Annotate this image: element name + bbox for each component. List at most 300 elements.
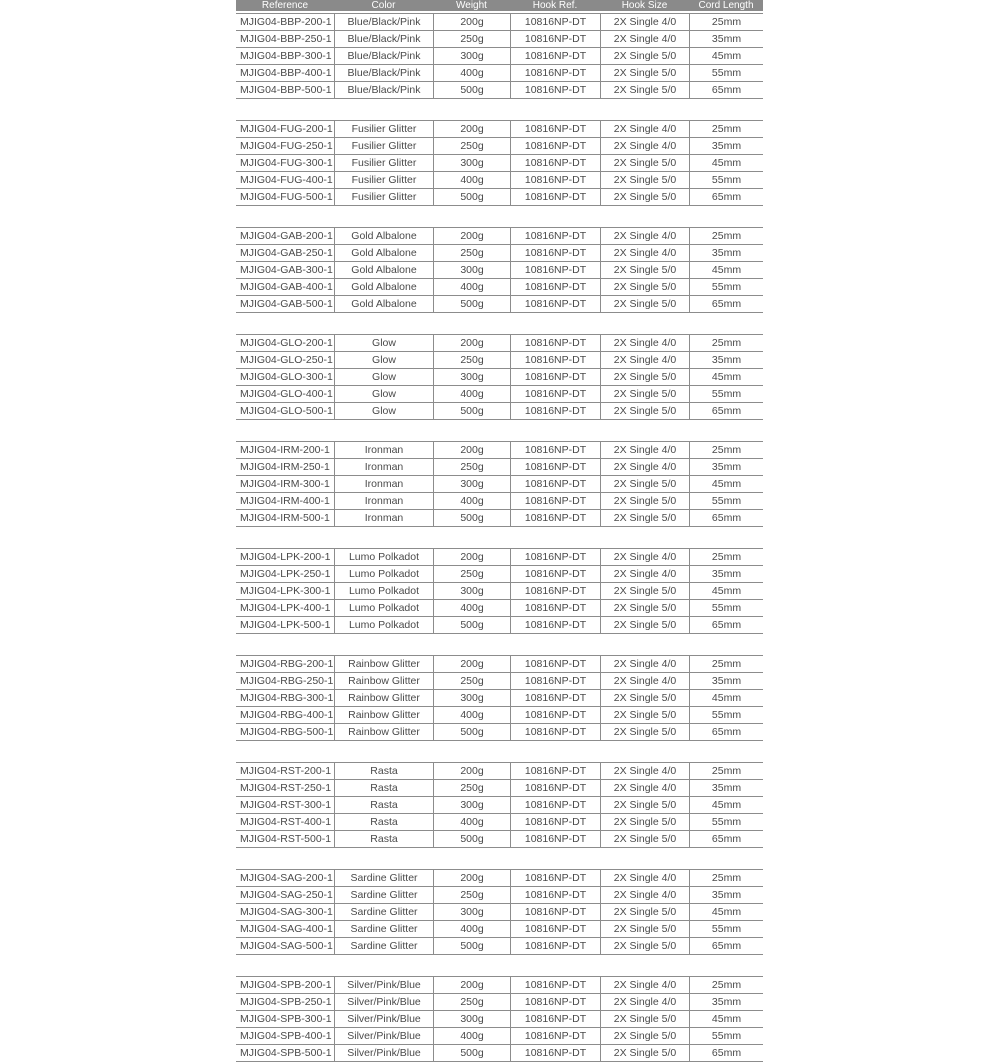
color-cell: Gold Albalone [334,245,433,261]
weight-cell: 400g [433,707,510,723]
cord-length-cell: 25mm [689,228,763,244]
reference-cell: MJIG04-FUG-250-1 [240,140,333,152]
table-row [236,138,763,155]
hook-ref-cell: 10816NP-DT [510,279,600,295]
color-cell: Gold Albalone [334,296,433,312]
color-cell: Glow [334,335,433,351]
color-cell: Fusilier Glitter [334,189,433,205]
color-cell: Lumo Polkadot [334,600,433,616]
table-row [236,549,763,566]
table-row [236,476,763,493]
row-group [236,527,763,634]
hook-ref-cell: 10816NP-DT [510,403,600,419]
table-row [236,510,763,527]
weight-cell: 400g [433,172,510,188]
cord-length-cell: 35mm [689,31,763,47]
color-cell: Sardine Glitter [334,904,433,920]
reference-cell: MJIG04-SAG-300-1 [240,906,333,918]
hook-size-cell: 2X Single 5/0 [600,583,689,599]
reference-cell: MJIG04-IRM-250-1 [240,461,330,473]
hook-ref-cell: 10816NP-DT [510,994,600,1010]
weight-cell: 250g [433,245,510,261]
group-spacer [236,955,763,974]
group-spacer [236,206,763,225]
reference-cell: MJIG04-BBP-250-1 [240,33,332,45]
row-group [236,848,763,955]
hook-size-cell: 2X Single 5/0 [600,279,689,295]
cord-length-cell: 25mm [689,121,763,137]
reference-cell: MJIG04-SAG-200-1 [240,872,333,884]
hook-size-cell: 2X Single 5/0 [600,155,689,171]
table-row [236,14,763,31]
header-cord-length: Cord Length [698,0,754,11]
row-group [236,420,763,527]
hook-ref-cell: 10816NP-DT [510,82,600,98]
table-row [236,262,763,279]
hook-ref-cell: 10816NP-DT [510,583,600,599]
table-row [236,1028,763,1045]
table-row [236,82,763,99]
hook-ref-cell: 10816NP-DT [510,763,600,779]
reference-cell: MJIG04-GAB-500-1 [240,298,333,310]
reference-cell: MJIG04-IRM-300-1 [240,478,330,490]
weight-cell: 300g [433,262,510,278]
cord-length-cell: 65mm [689,403,763,419]
hook-size-cell: 2X Single 4/0 [600,977,689,993]
weight-cell: 400g [433,921,510,937]
hook-size-cell: 2X Single 4/0 [600,31,689,47]
cord-length-cell: 45mm [689,1011,763,1027]
hook-size-cell: 2X Single 5/0 [600,1028,689,1044]
cord-length-cell: 55mm [689,1028,763,1044]
hook-size-cell: 2X Single 4/0 [600,780,689,796]
weight-cell: 250g [433,566,510,582]
table-row [236,763,763,780]
weight-cell: 250g [433,673,510,689]
table-row [236,583,763,600]
reference-cell: MJIG04-GAB-300-1 [240,264,333,276]
hook-ref-cell: 10816NP-DT [510,921,600,937]
hook-ref-cell: 10816NP-DT [510,887,600,903]
weight-cell: 400g [433,386,510,402]
row-group [236,955,763,1062]
cord-length-cell: 35mm [689,138,763,154]
reference-cell: MJIG04-BBP-300-1 [240,50,332,62]
color-cell: Ironman [334,459,433,475]
hook-size-cell: 2X Single 5/0 [600,724,689,740]
cord-length-cell: 65mm [689,510,763,526]
reference-cell: MJIG04-SPB-400-1 [240,1030,332,1042]
cord-length-cell: 25mm [689,335,763,351]
hook-size-cell: 2X Single 5/0 [600,48,689,64]
color-cell: Glow [334,352,433,368]
color-cell: Ironman [334,442,433,458]
row-group [236,741,763,848]
color-cell: Rainbow Glitter [334,690,433,706]
hook-ref-cell: 10816NP-DT [510,369,600,385]
hook-size-cell: 2X Single 4/0 [600,14,689,30]
reference-cell: MJIG04-BBP-200-1 [240,16,332,28]
cord-length-cell: 35mm [689,673,763,689]
color-cell: Gold Albalone [334,228,433,244]
table-row [236,673,763,690]
group-spacer [236,634,763,653]
hook-size-cell: 2X Single 4/0 [600,763,689,779]
table-row [236,493,763,510]
reference-cell: MJIG04-RST-250-1 [240,782,332,794]
cord-length-cell: 35mm [689,780,763,796]
cord-length-cell: 65mm [689,1045,763,1061]
reference-cell: MJIG04-RBG-250-1 [240,675,334,687]
hook-size-cell: 2X Single 5/0 [600,493,689,509]
hook-size-cell: 2X Single 5/0 [600,1011,689,1027]
table-row [236,442,763,459]
table-row [236,296,763,313]
hook-size-cell: 2X Single 5/0 [600,690,689,706]
hook-ref-cell: 10816NP-DT [510,1011,600,1027]
color-cell: Fusilier Glitter [334,172,433,188]
table-row [236,870,763,887]
hook-ref-cell: 10816NP-DT [510,493,600,509]
hook-ref-cell: 10816NP-DT [510,814,600,830]
hook-size-cell: 2X Single 4/0 [600,352,689,368]
hook-size-cell: 2X Single 4/0 [600,887,689,903]
hook-ref-cell: 10816NP-DT [510,549,600,565]
color-cell: Ironman [334,476,433,492]
hook-size-cell: 2X Single 5/0 [600,600,689,616]
table-row [236,814,763,831]
reference-cell: MJIG04-GAB-200-1 [240,230,333,242]
reference-cell: MJIG04-SPB-200-1 [240,979,332,991]
cord-length-cell: 35mm [689,352,763,368]
hook-ref-cell: 10816NP-DT [510,831,600,847]
hook-size-cell: 2X Single 4/0 [600,656,689,672]
hook-size-cell: 2X Single 4/0 [600,245,689,261]
hook-ref-cell: 10816NP-DT [510,600,600,616]
hook-size-cell: 2X Single 5/0 [600,831,689,847]
reference-cell: MJIG04-RST-200-1 [240,765,332,777]
cord-length-cell: 45mm [689,155,763,171]
cord-length-cell: 45mm [689,690,763,706]
color-cell: Rasta [334,814,433,830]
group-spacer [236,420,763,439]
cord-length-cell: 45mm [689,48,763,64]
header-hook-ref: Hook Ref. [532,0,578,11]
hook-size-cell: 2X Single 5/0 [600,189,689,205]
table-row [236,656,763,673]
weight-cell: 500g [433,510,510,526]
hook-size-cell: 2X Single 4/0 [600,228,689,244]
hook-size-cell: 2X Single 4/0 [600,459,689,475]
cord-length-cell: 25mm [689,870,763,886]
group-spacer [236,99,763,118]
weight-cell: 250g [433,887,510,903]
hook-ref-cell: 10816NP-DT [510,904,600,920]
hook-size-cell: 2X Single 5/0 [600,617,689,633]
table-row [236,352,763,369]
reference-cell: MJIG04-IRM-400-1 [240,495,330,507]
color-cell: Ironman [334,493,433,509]
table-row [236,245,763,262]
reference-cell: MJIG04-FUG-200-1 [240,123,333,135]
reference-cell: MJIG04-GLO-500-1 [240,405,333,417]
cord-length-cell: 55mm [689,600,763,616]
hook-ref-cell: 10816NP-DT [510,335,600,351]
weight-cell: 300g [433,369,510,385]
cord-length-cell: 45mm [689,262,763,278]
reference-cell: MJIG04-RBG-500-1 [240,726,334,738]
hook-ref-cell: 10816NP-DT [510,656,600,672]
reference-cell: MJIG04-RBG-200-1 [240,658,334,670]
group-spacer [236,741,763,760]
weight-cell: 200g [433,228,510,244]
reference-cell: MJIG04-LPK-200-1 [240,551,331,563]
color-cell: Blue/Black/Pink [334,31,433,47]
hook-ref-cell: 10816NP-DT [510,296,600,312]
hook-size-cell: 2X Single 5/0 [600,296,689,312]
cord-length-cell: 55mm [689,172,763,188]
table-row [236,780,763,797]
row-group [236,11,763,99]
reference-cell: MJIG04-FUG-300-1 [240,157,333,169]
table-row [236,121,763,138]
color-cell: Lumo Polkadot [334,583,433,599]
row-group [236,206,763,313]
hook-ref-cell: 10816NP-DT [510,245,600,261]
hook-ref-cell: 10816NP-DT [510,352,600,368]
weight-cell: 400g [433,1028,510,1044]
cord-length-cell: 35mm [689,994,763,1010]
hook-ref-cell: 10816NP-DT [510,121,600,137]
hook-ref-cell: 10816NP-DT [510,617,600,633]
table-row [236,172,763,189]
hook-ref-cell: 10816NP-DT [510,690,600,706]
weight-cell: 500g [433,724,510,740]
reference-cell: MJIG04-GLO-300-1 [240,371,333,383]
reference-cell: MJIG04-SPB-250-1 [240,996,332,1008]
hook-ref-cell: 10816NP-DT [510,938,600,954]
reference-cell: MJIG04-GAB-250-1 [240,247,333,259]
hook-size-cell: 2X Single 4/0 [600,121,689,137]
color-cell: Lumo Polkadot [334,566,433,582]
cord-length-cell: 55mm [689,386,763,402]
reference-cell: MJIG04-GAB-400-1 [240,281,333,293]
color-cell: Silver/Pink/Blue [334,977,433,993]
color-cell: Blue/Black/Pink [334,65,433,81]
table-row [236,279,763,296]
color-cell: Rainbow Glitter [334,656,433,672]
color-cell: Rainbow Glitter [334,673,433,689]
color-cell: Rainbow Glitter [334,707,433,723]
hook-size-cell: 2X Single 5/0 [600,262,689,278]
color-cell: Sardine Glitter [334,887,433,903]
table-header [236,0,763,11]
table-row [236,690,763,707]
weight-cell: 500g [433,617,510,633]
hook-size-cell: 2X Single 4/0 [600,138,689,154]
cord-length-cell: 35mm [689,245,763,261]
cord-length-cell: 65mm [689,617,763,633]
hook-ref-cell: 10816NP-DT [510,48,600,64]
header-reference: Reference [261,0,309,11]
table-row [236,904,763,921]
table-row [236,65,763,82]
hook-size-cell: 2X Single 5/0 [600,65,689,81]
reference-cell: MJIG04-FUG-500-1 [240,191,333,203]
hook-ref-cell: 10816NP-DT [510,797,600,813]
weight-cell: 400g [433,600,510,616]
hook-ref-cell: 10816NP-DT [510,138,600,154]
cord-length-cell: 25mm [689,763,763,779]
hook-size-cell: 2X Single 4/0 [600,994,689,1010]
hook-ref-cell: 10816NP-DT [510,977,600,993]
color-cell: Silver/Pink/Blue [334,994,433,1010]
header-hook-size: Hook Size [621,0,668,11]
cord-length-cell: 65mm [689,831,763,847]
reference-cell: MJIG04-RST-300-1 [240,799,332,811]
color-cell: Rainbow Glitter [334,724,433,740]
table-row [236,887,763,904]
weight-cell: 200g [433,870,510,886]
hook-ref-cell: 10816NP-DT [510,386,600,402]
hook-size-cell: 2X Single 5/0 [600,172,689,188]
hook-size-cell: 2X Single 4/0 [600,673,689,689]
cord-length-cell: 65mm [689,189,763,205]
hook-size-cell: 2X Single 5/0 [600,814,689,830]
weight-cell: 500g [433,296,510,312]
weight-cell: 500g [433,82,510,98]
hook-size-cell: 2X Single 5/0 [600,938,689,954]
reference-cell: MJIG04-RBG-300-1 [240,692,334,704]
cord-length-cell: 25mm [689,977,763,993]
weight-cell: 200g [433,442,510,458]
hook-size-cell: 2X Single 4/0 [600,549,689,565]
hook-size-cell: 2X Single 5/0 [600,386,689,402]
weight-cell: 400g [433,814,510,830]
color-cell: Sardine Glitter [334,921,433,937]
weight-cell: 400g [433,493,510,509]
cord-length-cell: 55mm [689,921,763,937]
table-row [236,600,763,617]
weight-cell: 500g [433,1045,510,1061]
group-spacer [236,313,763,332]
weight-cell: 300g [433,690,510,706]
hook-ref-cell: 10816NP-DT [510,172,600,188]
hook-ref-cell: 10816NP-DT [510,155,600,171]
table-row [236,459,763,476]
cord-length-cell: 25mm [689,14,763,30]
weight-cell: 300g [433,476,510,492]
hook-size-cell: 2X Single 5/0 [600,476,689,492]
hook-size-cell: 2X Single 4/0 [600,442,689,458]
cord-length-cell: 65mm [689,296,763,312]
weight-cell: 250g [433,994,510,1010]
reference-cell: MJIG04-LPK-250-1 [240,568,331,580]
table-row [236,1011,763,1028]
weight-cell: 200g [433,763,510,779]
weight-cell: 250g [433,138,510,154]
table-row [236,369,763,386]
weight-cell: 300g [433,583,510,599]
hook-ref-cell: 10816NP-DT [510,442,600,458]
weight-cell: 250g [433,31,510,47]
hook-size-cell: 2X Single 5/0 [600,904,689,920]
table-row [236,403,763,420]
cord-length-cell: 45mm [689,797,763,813]
hook-ref-cell: 10816NP-DT [510,262,600,278]
reference-cell: MJIG04-SPB-500-1 [240,1047,332,1059]
weight-cell: 500g [433,831,510,847]
hook-ref-cell: 10816NP-DT [510,14,600,30]
color-cell: Glow [334,386,433,402]
cord-length-cell: 65mm [689,82,763,98]
cord-length-cell: 55mm [689,493,763,509]
weight-cell: 300g [433,155,510,171]
color-cell: Ironman [334,510,433,526]
hook-ref-cell: 10816NP-DT [510,673,600,689]
weight-cell: 250g [433,459,510,475]
table-row [236,797,763,814]
color-cell: Rasta [334,780,433,796]
cord-length-cell: 55mm [689,279,763,295]
table-row [236,48,763,65]
weight-cell: 500g [433,189,510,205]
cord-length-cell: 25mm [689,656,763,672]
hook-ref-cell: 10816NP-DT [510,566,600,582]
table-row [236,938,763,955]
weight-cell: 300g [433,904,510,920]
table-row [236,335,763,352]
table-row [236,155,763,172]
reference-cell: MJIG04-RST-500-1 [240,833,332,845]
cord-length-cell: 55mm [689,65,763,81]
weight-cell: 200g [433,656,510,672]
hook-ref-cell: 10816NP-DT [510,189,600,205]
color-cell: Blue/Black/Pink [334,48,433,64]
table-row [236,707,763,724]
color-cell: Gold Albalone [334,262,433,278]
color-cell: Lumo Polkadot [334,549,433,565]
hook-ref-cell: 10816NP-DT [510,65,600,81]
color-cell: Sardine Glitter [334,870,433,886]
table-row [236,1045,763,1062]
hook-size-cell: 2X Single 5/0 [600,921,689,937]
color-cell: Fusilier Glitter [334,155,433,171]
table-row [236,31,763,48]
row-group [236,313,763,420]
weight-cell: 200g [433,121,510,137]
color-cell: Rasta [334,831,433,847]
table-row [236,994,763,1011]
hook-ref-cell: 10816NP-DT [510,228,600,244]
hook-ref-cell: 10816NP-DT [510,1045,600,1061]
cord-length-cell: 45mm [689,583,763,599]
reference-cell: MJIG04-LPK-500-1 [240,619,331,631]
reference-cell: MJIG04-BBP-400-1 [240,67,332,79]
reference-cell: MJIG04-IRM-500-1 [240,512,330,524]
table-row [236,977,763,994]
reference-cell: MJIG04-RST-400-1 [240,816,332,828]
hook-size-cell: 2X Single 4/0 [600,335,689,351]
color-cell: Silver/Pink/Blue [334,1028,433,1044]
reference-cell: MJIG04-GLO-200-1 [240,337,333,349]
color-cell: Glow [334,403,433,419]
hook-size-cell: 2X Single 5/0 [600,82,689,98]
header-weight: Weight [456,0,487,11]
group-spacer [236,527,763,546]
color-cell: Fusilier Glitter [334,138,433,154]
weight-cell: 400g [433,65,510,81]
